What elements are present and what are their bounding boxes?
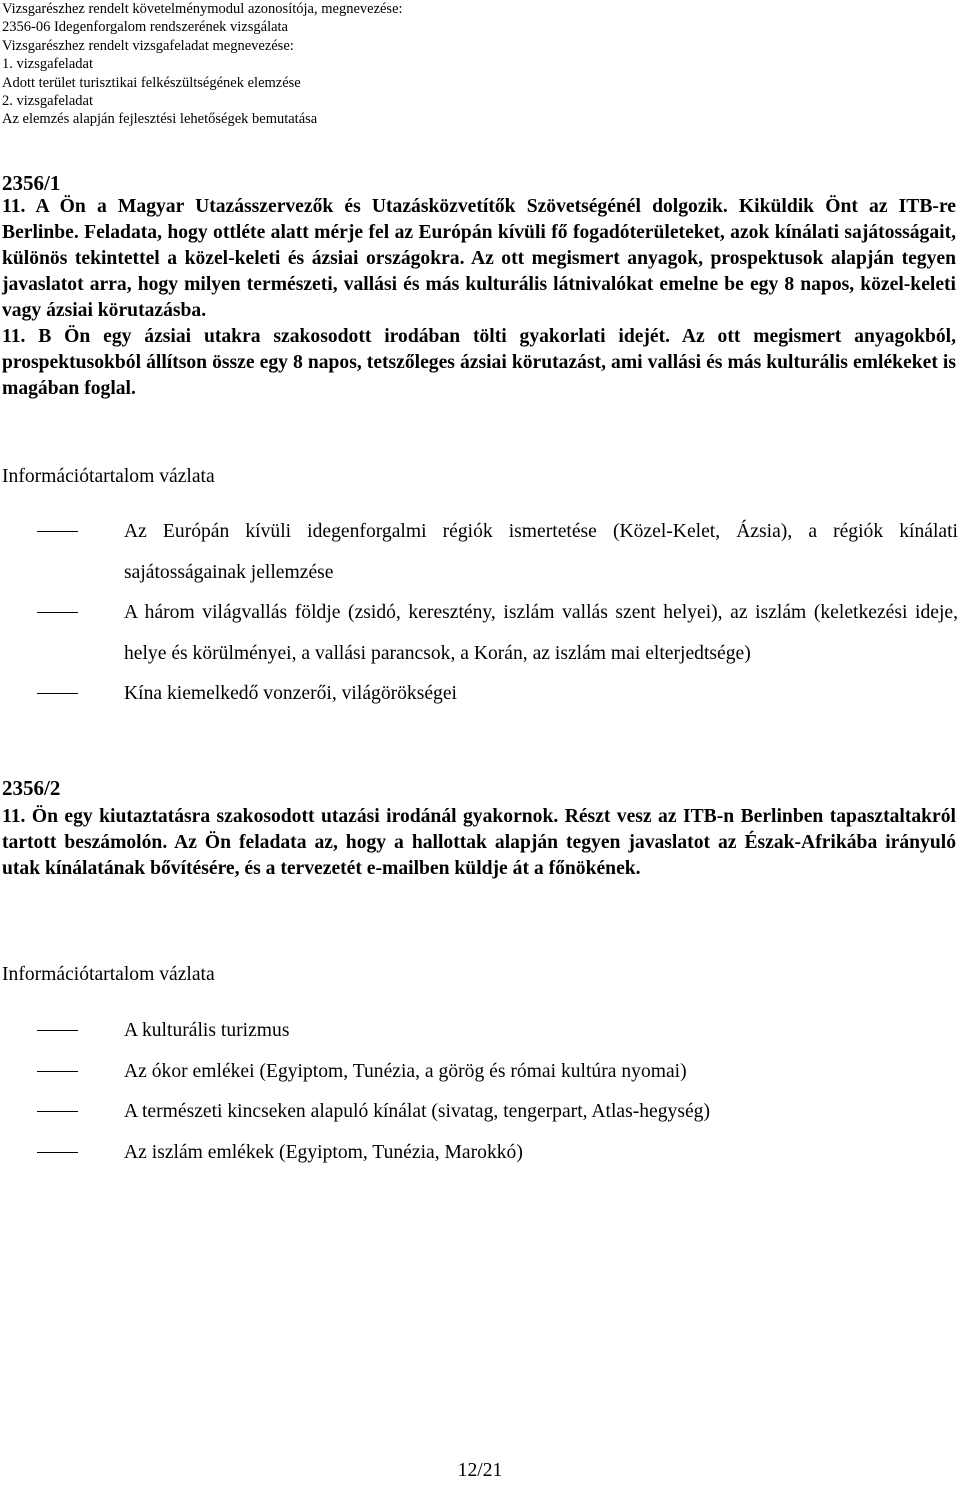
header-line: 2356-06 Idegenforgalom rendszerének vizsgálata	[2, 19, 288, 36]
document-header	[2, 0, 952, 129]
info-outline-list	[0, 1011, 960, 1173]
list-item: A három világvallás földje (zsidó, keresztény, iszlám vallás szent helyei), az iszlám (keletkezési ideje, helye és körülményei, a vallási parancsok, a Korán, az iszlám mai elterjedtsége)	[0, 593, 960, 674]
dash-bullet	[37, 1071, 78, 1072]
task-description	[2, 804, 956, 882]
list-item: Kína kiemelkedő vonzerői, világörökségei	[0, 674, 960, 715]
header-line: 1. vizsgafeladat	[2, 56, 93, 73]
list-item: Az ókor emlékei (Egyiptom, Tunézia, a görög és római kultúra nyomai)	[0, 1052, 960, 1093]
section-code: 2356/1	[2, 171, 61, 195]
list-item: Az Európán kívüli idegenforgalmi régiók ismertetése (Közel-Kelet, Ázsia), a régiók kínálati sajátosságainak jellemzése	[0, 512, 960, 593]
dash-bullet	[37, 612, 78, 613]
list-item: A kulturális turizmus	[0, 1011, 960, 1052]
dash-bullet	[37, 531, 78, 532]
dash-bullet	[37, 693, 78, 694]
dash-bullet	[37, 1030, 78, 1031]
list-item: A természeti kincseken alapuló kínálat (sivatag, tengerpart, Atlas-hegység)	[0, 1092, 960, 1133]
info-outline-title: Információtartalom vázlata	[2, 964, 215, 985]
task-a-text: 11. A Ön a Magyar Utazásszervezők és Utazásközvetítők Szövetségénél dolgozik. Kiküldik Önt az ITB-re Berlinbe. Feladata, hogy ottléte alatt mérje fel az Európán kívüli fő fogadóterületeket, azok kínálati sajátosságait, különös tekintettel a közel-keleti és ázsiai országokra. Az ott megismert anyagok, prospektusok alapján tegyen javaslatot arra, hogy milyen természeti, vallási és más kulturális látnivalókat emelne be egy 8 napos, közel-keleti vagy ázsiai körutazásba.	[2, 196, 956, 321]
info-outline-list	[0, 512, 960, 715]
header-line: Adott terület turisztikai felkészültségének elemzése	[2, 74, 301, 91]
task-b-text: 11. B Ön egy ázsiai utakra szakosodott irodában tölti gyakorlati idejét. Az ott megismert anyagokból, prospektusokból állítson össze egy 8 napos, tetszőleges ázsiai körutazást, ami vallási és más kulturális emlékeket is magában foglal.	[2, 326, 956, 399]
task-description-a	[2, 194, 956, 402]
dash-bullet	[37, 1152, 78, 1153]
header-line: Vizsgarészhez rendelt követelménymodul azonosítója, megnevezése:	[2, 1, 403, 17]
dash-bullet	[37, 1111, 78, 1112]
header-line: Vizsgarészhez rendelt vizsgafeladat megnevezése:	[2, 37, 294, 54]
section-code: 2356/2	[2, 776, 61, 800]
list-item: Az iszlám emlékek (Egyiptom, Tunézia, Marokkó)	[0, 1133, 960, 1174]
page-number: 12/21	[457, 1460, 503, 1481]
task-text: 11. Ön egy kiutaztatásra szakosodott utazási irodánál gyakornok. Részt vesz az ITB-n Berlinben tapasztaltakról tartott beszámolón. Az Ön feladata az, hogy a hallottak alapján tegyen javaslatot az Észak-Afrikába irányuló utak kínálatának bővítésére, és a tervezetét e-mailben küldje át a főnökének.	[2, 806, 956, 879]
header-line: 2. vizsgafeladat	[2, 92, 93, 109]
info-outline-title: Információtartalom vázlata	[2, 466, 215, 487]
header-line: Az elemzés alapján fejlesztési lehetőségek bemutatása	[2, 111, 318, 128]
